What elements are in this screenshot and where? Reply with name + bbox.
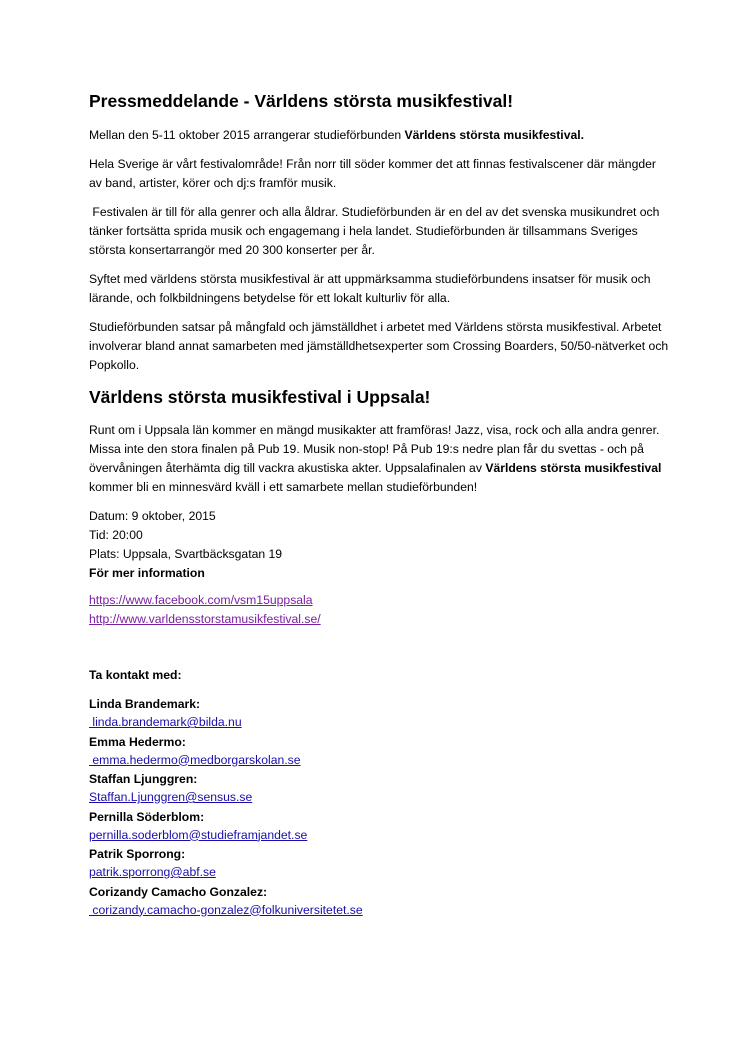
document-content <box>89 89 669 920</box>
facebook-link[interactable]: https://www.facebook.com/vsm15uppsala <box>89 593 313 607</box>
event-date: Datum: 9 oktober, 2015 <box>89 509 216 523</box>
contact-name: Corizandy Camacho Gonzalez: <box>89 884 268 899</box>
contact-email[interactable]: pernilla.soderblom@studieframjandet.se <box>89 827 308 842</box>
intro-paragraph <box>89 126 669 145</box>
contact-title: Ta kontakt med: <box>89 668 182 682</box>
event-details <box>89 507 669 583</box>
uppsala-paragraph <box>89 421 669 497</box>
contact-name: Emma Hedermo: <box>89 734 186 749</box>
contact-list <box>89 695 669 920</box>
uppsala-bold: Världens största musikfestival <box>485 461 662 475</box>
paragraph-purpose: Syftet med världens största musikfestival är att uppmärksamma studieförbundens insatser för musik och lärande, och folkbildningens betydelse för ett lokalt kulturliv för alla. <box>89 272 651 305</box>
intro-text: Mellan den 5-11 oktober 2015 arrangerar studieförbunden <box>89 128 405 142</box>
paragraph-festival-area: Hela Sverige är vårt festivalområde! Från norr till söder kommer det att finnas festivalscener där mängder av band, artister, körer och dj:s framför musik. <box>89 157 656 190</box>
page-title: Pressmeddelande - Världens största musikfestival! <box>89 91 514 111</box>
paragraph-diversity: Studieförbunden satsar på mångfald och jämställdhet i arbetet med Världens största musikfestival. Arbetet involverar bland annat samarbeten med jämställdhetsexperter som Crossing Boarders, 50/50-nätverket och Popkollo. <box>89 320 669 372</box>
contact-name: Linda Brandemark: <box>89 697 201 711</box>
more-info-label: För mer information <box>89 566 205 580</box>
intro-bold: Världens största musikfestival. <box>404 128 585 142</box>
uppsala-heading: Världens största musikfestival i Uppsala! <box>89 387 431 407</box>
paragraph-genres: Festivalen är till för alla genrer och alla åldrar. Studieförbunden är en del av det svenska musikundret och tänker fortsätta sprida musik och engagemang i hela landet. Studieförbunden är tillsammans Sveriges största konsertarrangör med 20 300 konserter per år. <box>89 205 663 257</box>
uppsala-text-after: kommer bli en minnesvärd kväll i ett samarbete mellan studieförbunden! <box>89 480 478 494</box>
contact-email[interactable]: corizandy.camacho-gonzalez@folkuniversitetet.se <box>89 902 363 917</box>
contact-name: Patrik Sporrong: <box>89 847 186 861</box>
event-time: Tid: 20:00 <box>89 528 143 542</box>
contact-email[interactable]: patrik.sporrong@abf.se <box>89 865 216 879</box>
event-place: Plats: Uppsala, Svartbäcksgatan 19 <box>89 547 283 561</box>
contact-name: Staffan Ljunggren: <box>89 772 198 786</box>
contact-name: Pernilla Söderblom: <box>89 809 205 824</box>
contact-email[interactable]: Staffan.Ljunggren@sensus.se <box>89 790 253 804</box>
uppsala-text-before: Runt om i Uppsala län kommer en mängd musikakter att framföras! Jazz, visa, rock och alla andra genrer. Missa inte den stora finalen på Pub 19. Musik non-stop! På Pub 19:s nedre plan får du svettas - och på övervåningen återhämta dig till vackra akustiska akter. Uppsalafinalen av <box>89 423 660 475</box>
contact-email[interactable]: emma.hedermo@medborgarskolan.se <box>89 752 301 767</box>
website-link[interactable]: http://www.varldensstorstamusikfestival.se/ <box>89 612 321 626</box>
links-list <box>89 591 669 629</box>
contact-email[interactable]: linda.brandemark@bilda.nu <box>89 715 242 729</box>
